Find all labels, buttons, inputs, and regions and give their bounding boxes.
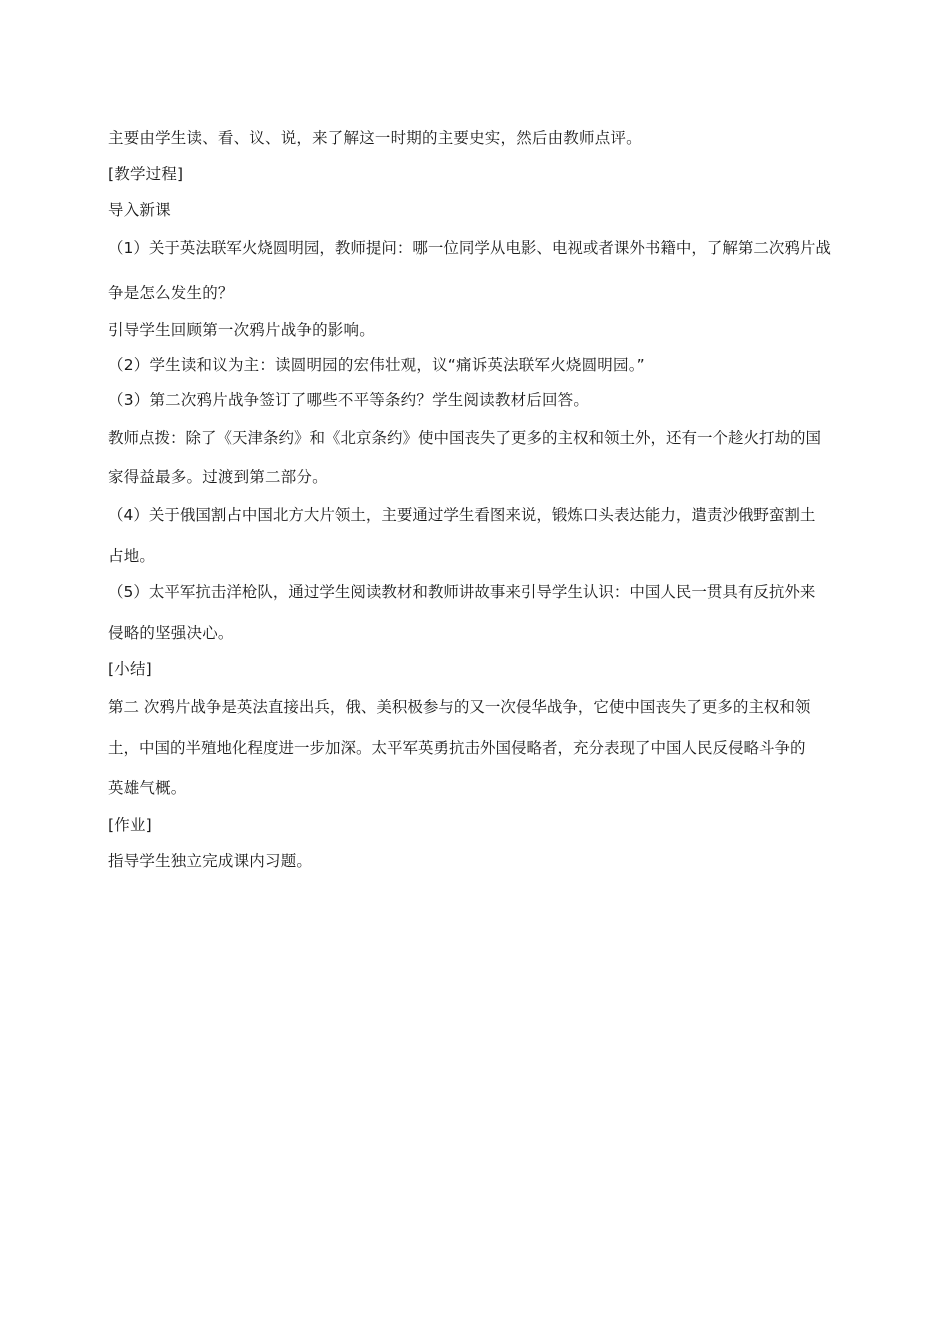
step-5-text: （5）太平军抗击洋枪队，通过学生阅读教材和教师讲故事来引导学生认识：中国人民一贯具有反抗外来: [108, 583, 816, 601]
section-heading-homework: [作业]: [108, 816, 152, 834]
section-heading-summary: [小结]: [108, 660, 152, 678]
step-1-text-cont: 争是怎么发生的？: [108, 284, 234, 302]
step-4-text: （4）关于俄国割占中国北方大片领土，主要通过学生看图来说，锻炼口头表达能力，遣责沙俄野蛮割土: [108, 506, 816, 524]
teacher-note-text-cont: 家得益最多。过渡到第二部分。: [108, 468, 328, 486]
summary-text-cont: 土，中国的半殖地化程度进一步加深。太平军英勇抗击外国侵略者，充分表现了中国人民反侵略斗争的: [108, 739, 806, 757]
subheading-new-lesson: 导入新课: [108, 201, 171, 219]
step-4-text-cont: 占地。: [108, 547, 156, 565]
step-1-text: （1）关于英法联军火烧圆明园，教师提问：哪一位同学从电影、电视或者课外书籍中，了解第二次鸦片战: [108, 239, 831, 257]
intro-method-text: 主要由学生读、看、议、说，来了解这一时期的主要史实，然后由教师点评。: [108, 129, 642, 147]
step-5-text-cont: 侵略的坚强决心。: [108, 624, 234, 642]
review-text: 引导学生回顾第一次鸦片战争的影响。: [108, 321, 375, 339]
teacher-note-text: 教师点拨：除了《天津条约》和《北京条约》使中国丧失了更多的主权和领土外，还有一个趁火打劫的国: [108, 429, 822, 447]
summary-text: 第二 次鸦片战争是英法直接出兵，俄、美积极参与的又一次侵华战争，它使中国丧失了更多的主权和领: [108, 698, 811, 716]
step-3-text: （3）第二次鸦片战争签订了哪些不平等条约？学生阅读教材后回答。: [108, 391, 590, 409]
section-heading-teaching-process: [教学过程]: [108, 165, 184, 183]
step-2-text: （2）学生读和议为主：读圆明园的宏伟壮观，议“痛诉英法联军火烧圆明园。”: [108, 356, 645, 374]
summary-text-end: 英雄气概。: [108, 779, 187, 797]
homework-text: 指导学生独立完成课内习题。: [108, 852, 313, 870]
